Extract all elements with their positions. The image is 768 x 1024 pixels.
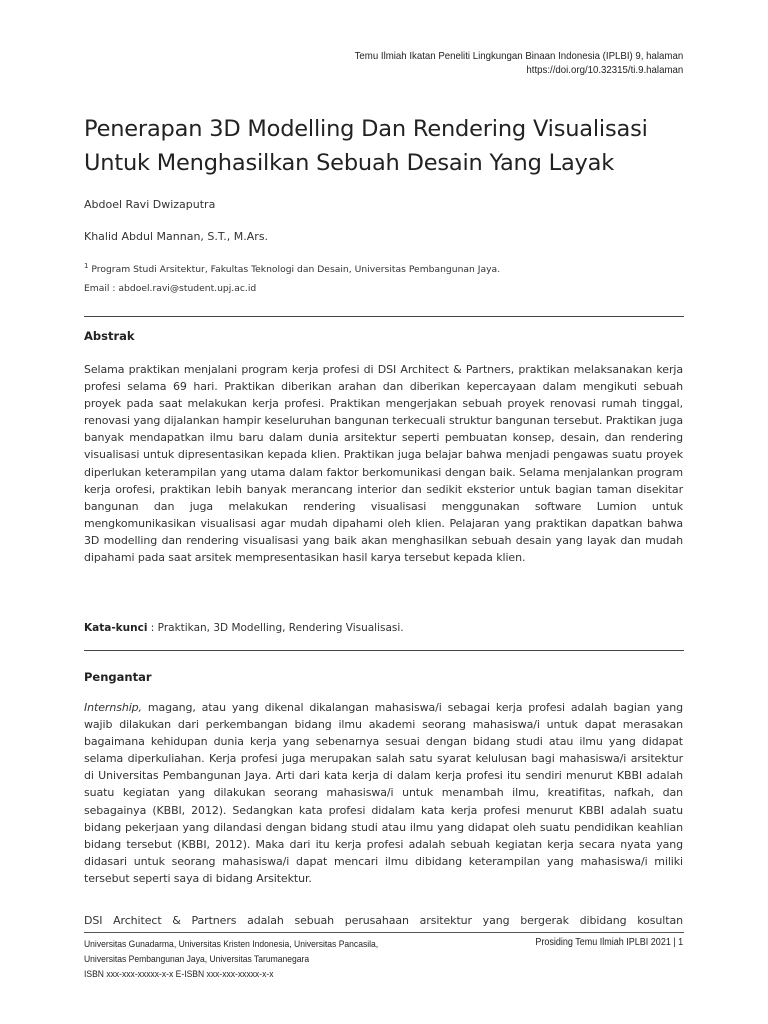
footer-line-2: Universitas Pembangunan Jaya, Universitas Tarumanegara [84,954,310,965]
affiliation-marker: 1 [84,262,89,270]
running-head-doi-link[interactable]: https://doi.org/10.32315/ti.9.halaman [526,64,683,76]
author-email[interactable]: Email : abdoel.ravi@student.upj.ac.id [84,283,257,294]
divider-middle [84,650,684,651]
introduction-text-1: magang, atau yang dikenal dikalangan mahasiswa/i sebagai kerja profesi adalah bagian yang wajib dilakukan dari perkembangan bidang ilmu akademi seorang mahasiswa/i untuk dapat merasakan bagaimana kehidupan dunia kerja yang sebenarnya sesuai dengan bidang studi atau ilmu yang didapat selama diperkuliahan. Kerja profesi juga merupakan salah satu syarat kelulusan bagi mahasiswa/i arsitektur di Universitas Pembangunan Jaya. Arti dari kata kerja di dalam kerja profesi itu sendiri menurut KBBI adalah suatu kegiatan yang dilakukan seorang mahasiswa/i untuk menambah ilmu, kreatifitas, nafkah, dan sebagainya (KBBI, 2012). Sedangkan kata profesi didalam kata kerja profesi menurut KBBI adalah suatu bidang pekerjaan yang dilandasi dengan bidang studi atau ilmu yang didapat oleh suatu pendidikan keahlian bidang tersebut (KBBI, 2012). Maka dari itu kerja profesi adalah sebuah kegiatan kerja secara nyata yang didasari untuk seorang mahasiswa/i dapat mencari ilmu dibidang keterampilan yang mahasiswa/i miliki tersebut seperti saya di bidang Arsitektur. [84,701,683,885]
footer-line-1: Universitas Gunadarma, Universitas Kristen Indonesia, Universitas Pancasila, [84,939,379,950]
internship-term: Internship, [84,701,142,714]
introduction-heading: Pengantar [84,670,152,684]
footer-isbn: ISBN xxx-xxx-xxxxx-x-x E-ISBN xxx-xxx-xxxxx-x-x [84,969,274,980]
paper-title: Penerapan 3D Modelling Dan Rendering Visualisasi Untuk Menghasilkan Sebuah Desain Yang Layak [84,116,648,176]
keywords-text: : Praktikan, 3D Modelling, Rendering Visualisasi. [147,622,404,634]
running-head-journal: Temu Ilmiah Ikatan Peneliti Lingkungan Binaan Indonesia (IPLBI) 9, halaman [354,50,683,62]
abstract-heading: Abstrak [84,329,135,343]
author-2: Khalid Abdul Mannan, S.T., M.Ars. [84,230,269,243]
keywords [84,622,404,634]
author-1: Abdoel Ravi Dwizaputra [84,198,216,211]
footer-universities [84,937,378,982]
footer-divider [84,932,684,933]
running-head [354,49,683,77]
introduction-paragraph-2: DSI Architect & Partners adalah sebuah perusahaan arsitektur yang bergerak dibidang kosultan [84,914,683,927]
introduction-paragraph-1 [84,699,683,887]
footer-proceedings-page: Prosiding Temu Ilmiah IPLBI 2021 | 1 [535,937,683,948]
divider-top [84,316,684,317]
affiliation-text: Program Studi Arsitektur, Fakultas Teknologi dan Desain, Universitas Pembangunan Jaya. [88,264,501,276]
abstract-text: Selama praktikan menjalani program kerja profesi di DSI Architect & Partners, praktikan melaksanakan kerja profesi selama 69 hari. Praktikan diberikan arahan dan diberikan kepercayaan dalam mengikuti sebuah proyek pada saat melakukan kerja profesi. Praktikan mengerjakan sebuah proyek renovasi rumah tinggal, renovasi yang dijalankan hampir keseluruhan bangunan terkecuali struktur bangunan tersebut. Praktikan juga banyak mendapatkan ilmu baru dalam dunia arsitektur seperti pembuatan konsep, desain, dan rendering visualisasi untuk dipresentasikan kepada klien. Praktikan juga belajar bahwa menjadi pengawas suatu proyek diperlukan keterampilan yang utama dalam faktor berkomunikasi dengan baik. Selama menjalankan program kerja orofesi, praktikan lebih banyak merancang interior dan sedikit eksterior untuk bagian taman disekitar bangunan dan juga melakukan rendering visualisasi menggunakan software Lumion untuk mengkomunikasikan visualisasi agar mudah dipahami oleh klien. Pelajaran yang praktikan dapatkan bahwa 3D modelling dan rendering visualisasi yang baik akan menghasilkan sebuah desain yang layak dan mudah dipahami pada saat arsitek mempresentasikan hasil karya tersebut kepada klien. [84,363,683,565]
keywords-label: Kata-kunci [84,622,148,634]
affiliation [84,262,500,275]
